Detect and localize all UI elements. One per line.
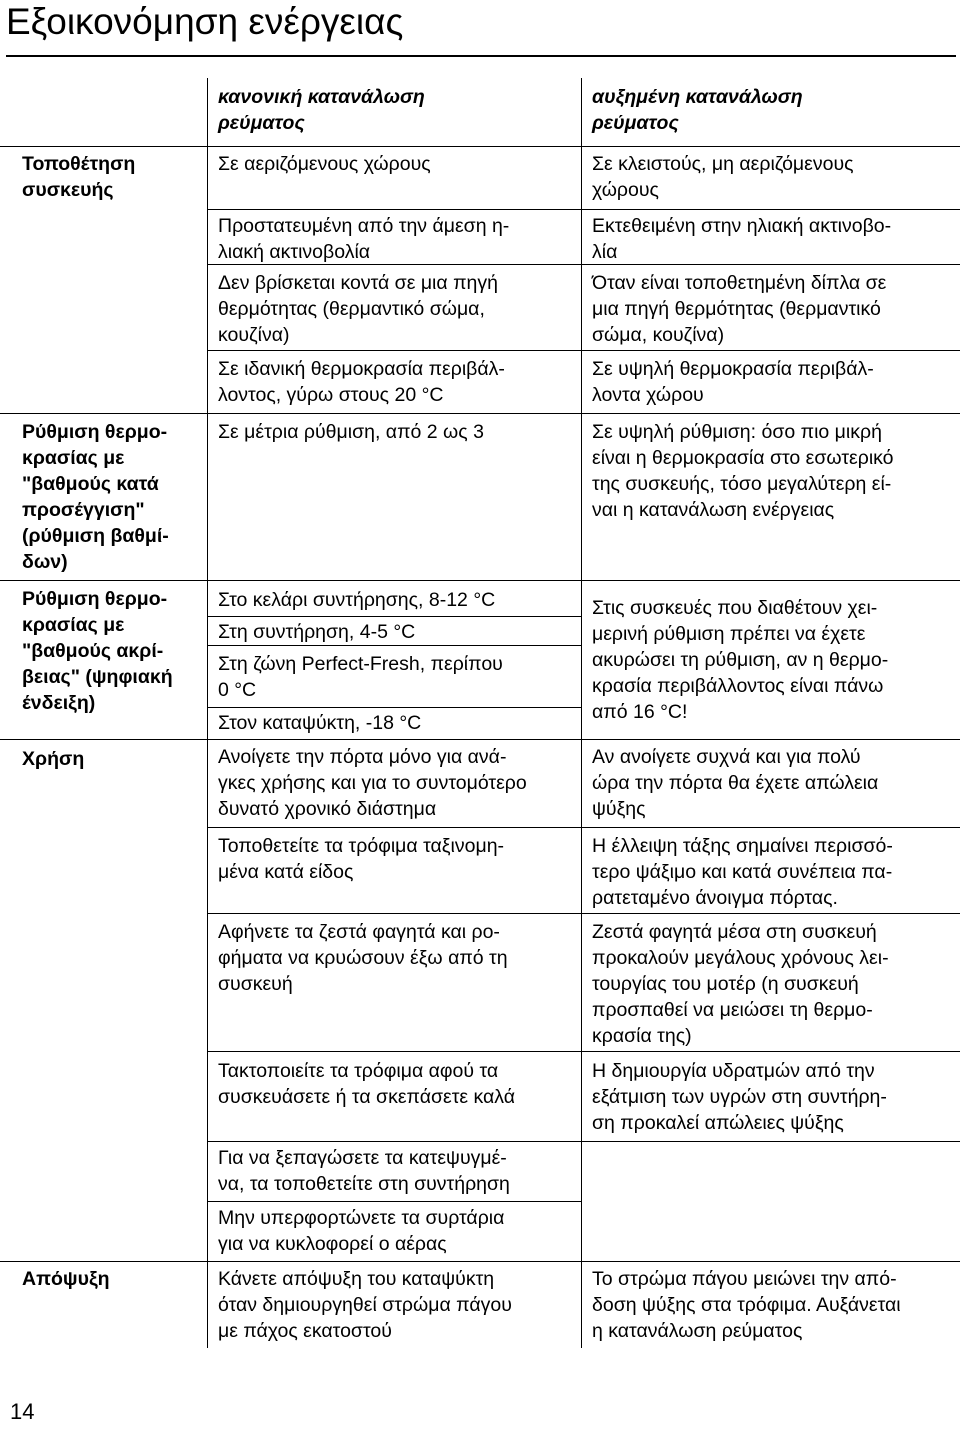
temp-exact-normal-3: Στη ζώνη Perfect-Fresh, περίπου 0 °C [218,653,503,701]
usage-normal-2: Τοποθετείτε τα τρόφιμα ταξινομη- μένα κατά είδος [218,835,505,883]
temp-approx-normal: Σε μέτρια ρύθμιση, από 2 ως 3 [218,421,484,443]
defrost-increased: Το στρώμα πάγου μειώνει την από- δοση ψύξης στα τρόφιμα. Αυξάνεται η κατανάλωση ρεύματος [592,1268,901,1342]
defrost-normal: Κάνετε απόψυξη του καταψύκτη όταν δημιουργηθεί στρώμα πάγου με πάχος εκατοστού [218,1268,512,1342]
usage-increased-4: Η δημιουργία υδρατμών από την εξάτμιση των υγρών στη συντήρη- ση προκαλεί απώλειες ψύξης [592,1060,887,1134]
usage-normal-5: Για να ξεπαγώσετε τα κατεψυγμέ- να, τα τοποθετείτε στη συντήρηση [218,1147,510,1195]
row-divider [0,739,960,740]
row-divider [207,913,960,914]
usage-normal-4: Τακτοποιείτε τα τρόφιμα αφού τα συσκευάσετε ή τα σκεπάσετε καλά [218,1060,516,1108]
temp-exact-normal-2: Στη συντήρηση, 4-5 °C [218,621,416,643]
temp-approx-increased: Σε υψηλή ρύθμιση: όσο πιο μικρή είναι η θερμοκρασία στο εσωτερικό της συσκευής, τόσο μεγαλύτερη εί- ναι η κατανάλωση ενέργειας [592,421,894,521]
section-defrost: Απόψυξη [22,1268,110,1290]
row-divider [207,1141,960,1142]
row-divider [207,707,581,708]
row-divider [207,1051,960,1052]
row-divider [0,1261,960,1262]
page-title: Εξοικονόμηση ενέργειας [6,1,404,42]
temp-exact-normal-1: Στο κελάρι συντήρησης, 8-12 °C [218,589,496,611]
header-increased-consumption: αυξημένη κατανάλωση ρεύματος [592,86,803,134]
row-divider [0,146,960,147]
section-placement: Τοποθέτηση συσκευής [22,153,136,201]
usage-increased-2: Η έλλειψη τάξης σημαίνει περισσό- τερο ψάξιμο και κατά συνέπεια πα- ρατεταμένο άνοιγμα πόρτας. [592,835,893,909]
placement-normal-3: Δεν βρίσκεται κοντά σε μια πηγή θερμότητας (θερμαντικό σώμα, κουζίνα) [218,272,498,346]
row-divider [207,1201,581,1202]
temp-exact-increased: Στις συσκευές που διαθέτουν χει- μερινή ρύθμιση πρέπει να έχετε ακυρώσει τη ρύθμιση, αν η θερμο- κρασία περιβάλλοντος είναι πάνω από 16 °C! [592,597,889,723]
usage-normal-6: Μην υπερφορτώνετε τα συρτάρια για να κυκλοφορεί ο αέρας [218,1207,505,1255]
page-number: 14 [10,1399,35,1424]
placement-normal-1: Σε αεριζόμενους χώρους [218,153,431,175]
row-divider [207,827,960,828]
placement-increased-2: Εκτεθειμένη στην ηλιακή ακτινοβο- λία [592,215,892,263]
row-divider [0,580,960,581]
placement-normal-2: Προστατευμένη από την άμεση η- λιακή ακτινοβολία [218,215,510,263]
section-temperature-approx: Ρύθμιση θερμο- κρασίας με "βαθμούς κατά προσέγγιση" (ρύθμιση βαθμί- δων) [22,421,169,573]
row-divider [0,413,960,414]
section-usage: Χρήση [22,748,85,770]
row-divider [207,616,581,617]
usage-increased-1: Αν ανοίγετε συχνά και για πολύ ώρα την πόρτα θα έχετε απώλεια ψύξης [592,746,879,820]
header-normal-consumption: κανονική κατανάλωση ρεύματος [218,86,425,134]
usage-normal-1: Ανοίγετε την πόρτα μόνο για ανά- γκες χρήσης και για το συντομότερο δυνατό χρονικό διάστημα [218,746,527,820]
placement-increased-4: Σε υψηλή θερμοκρασία περιβάλ- λοντα χώρου [592,358,874,406]
column-divider-2 [581,78,582,1348]
row-divider [207,350,960,351]
section-temperature-exact: Ρύθμιση θερμο- κρασίας με "βαθμούς ακρί- βειας" (ψηφιακή ένδειξη) [22,588,173,714]
usage-normal-3: Αφήνετε τα ζεστά φαγητά και ρο- φήματα να κρυώσουν έξω από τη συσκευή [218,921,508,995]
row-divider [207,209,960,210]
temp-exact-normal-4: Στον καταψύκτη, -18 °C [218,712,422,734]
placement-increased-1: Σε κλειστούς, μη αεριζόμενους χώρους [592,153,854,201]
usage-increased-3: Ζεστά φαγητά μέσα στη συσκευή προκαλούν μεγάλους χρόνους λει- τουργίας του μοτέρ (η συσκευή προσπαθεί να μειώσει τη θερμο- κρασία της) [592,921,889,1047]
placement-increased-3: Όταν είναι τοποθετημένη δίπλα σε μια πηγή θερμότητας (θερμαντικό σώμα, κουζίνα) [592,272,887,346]
column-divider-1 [207,78,208,1348]
row-divider [207,645,581,646]
placement-normal-4: Σε ιδανική θερμοκρασία περιβάλ- λοντος, γύρω στους 20 °C [218,358,505,406]
